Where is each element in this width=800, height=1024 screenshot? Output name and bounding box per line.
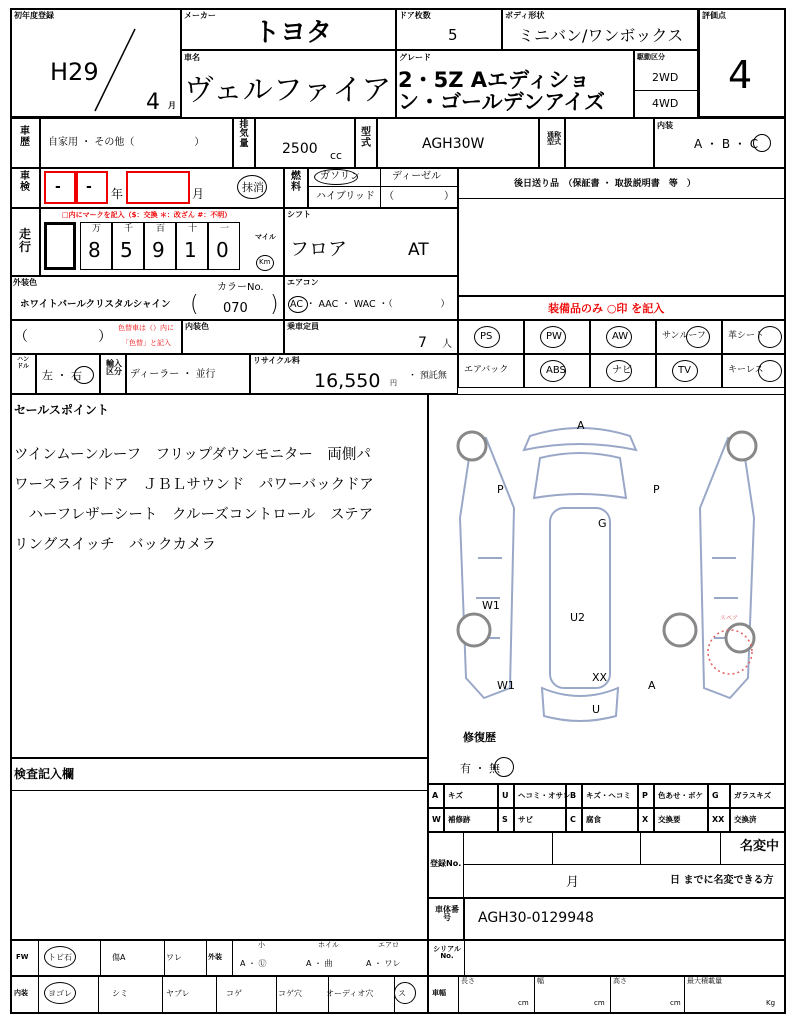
shift-label: シフト xyxy=(287,210,311,219)
legend-desc: キズ・ヘコミ xyxy=(586,791,631,800)
sales-line: ハーフレザーシート クルーズコントロール ステア xyxy=(14,507,374,523)
int-circle xyxy=(394,982,416,1004)
equip-header: 装備品のみ ○印 を記入 xyxy=(548,302,665,315)
fuel-gas-circle xyxy=(314,169,358,185)
car-diagram xyxy=(430,398,784,738)
equip-row2-item: エアバック xyxy=(464,365,509,375)
displacement-value: 2500 xyxy=(282,141,318,157)
aero-value: A ・ ワレ xyxy=(366,959,401,968)
equip-row2-item: TV xyxy=(678,365,691,376)
int-divider xyxy=(162,976,163,1014)
int-item: ヤブレ xyxy=(166,989,190,998)
common-type-value-cell xyxy=(565,118,654,168)
int-item: シミ xyxy=(112,989,128,998)
first-reg-era: H29 xyxy=(50,58,99,86)
aero-label: エアロ xyxy=(378,941,399,949)
legend-code: G xyxy=(712,791,719,800)
legend-code: W xyxy=(432,815,441,824)
equip-row1-item: AW xyxy=(612,331,629,342)
recycle-status: ・ 預託無 xyxy=(408,371,447,381)
fw-circle xyxy=(44,946,76,968)
grade-line1: 2・5Z Aエディショ xyxy=(398,68,590,92)
fuel-gas: ガソリン xyxy=(320,171,360,182)
equip-circle xyxy=(474,326,500,348)
length-unit: cm xyxy=(518,999,529,1007)
dims-cell xyxy=(428,976,786,1014)
width-label: 幅 xyxy=(537,977,544,985)
odo-digit: 1 xyxy=(184,238,197,262)
fw-item: ワレ xyxy=(166,953,182,962)
int-item: ス xyxy=(398,989,406,998)
displacement-label: 排気量 xyxy=(239,120,249,149)
type-label: 型式 xyxy=(361,127,371,149)
spare-label: スペア xyxy=(720,615,739,622)
shift-value: フロア xyxy=(290,238,348,260)
width-unit: cm xyxy=(594,999,605,1007)
diagram-mark: P xyxy=(497,483,504,496)
sales-label: セールスポイント xyxy=(14,403,109,417)
diagram-mark: A xyxy=(577,419,585,432)
fw-label: FW xyxy=(16,953,29,961)
aircon-value: AC ・ AAC ・ WAC ・（ ） xyxy=(290,299,450,310)
maker-value: トヨタ xyxy=(254,18,333,48)
equip-circle xyxy=(606,326,632,348)
sales-line: ツインムーンルーフ フリップダウンモニター 両側パ xyxy=(14,447,371,463)
height-unit: cm xyxy=(670,999,681,1007)
int-item: コゲ穴 xyxy=(278,989,302,998)
diagram-mark: A xyxy=(648,679,656,692)
inspector-cell xyxy=(10,758,428,940)
int-circle xyxy=(44,982,76,1004)
odo-place-label: 百 xyxy=(156,224,166,234)
type-value: AGH30W xyxy=(422,136,485,152)
wheel-label: ホイル xyxy=(318,941,339,949)
legend-code: U xyxy=(502,791,509,800)
odo-unit-km: Km xyxy=(259,258,271,266)
name-change-label: 名変中 xyxy=(740,839,780,854)
load-unit: Kg xyxy=(766,999,776,1007)
int-divider xyxy=(98,976,99,1014)
expired-label: 抹消 xyxy=(242,181,264,194)
aircon-ac-circle xyxy=(288,296,308,313)
int-label: 内装 xyxy=(14,989,28,997)
legend-desc: 交換済 xyxy=(734,815,757,824)
seating-unit: 人 xyxy=(442,339,452,350)
odo-digit: 9 xyxy=(152,238,165,262)
equip-row2-item: ABS xyxy=(546,365,566,376)
equip-circle xyxy=(672,360,698,382)
displacement-unit: cc xyxy=(330,149,343,162)
interior-c-circle xyxy=(753,134,771,152)
odo-digit: 5 xyxy=(120,238,133,262)
model-label: 車名 xyxy=(184,53,200,62)
int-divider xyxy=(216,976,217,1014)
import-label: 輸入区分 xyxy=(106,359,122,377)
grade-line2: ン・ゴールデンアイズ xyxy=(398,90,606,114)
grade-label: グレード xyxy=(399,53,431,62)
serial-cell xyxy=(428,940,786,976)
drive-label: 駆動区分 xyxy=(637,53,665,61)
chassis-value: AGH30-0129948 xyxy=(478,910,594,926)
inspection-year-box xyxy=(76,171,108,204)
int-item: コゲ xyxy=(226,989,242,998)
legend-desc: キズ xyxy=(448,791,463,800)
diagram-mark: W1 xyxy=(482,599,500,612)
color-no-value: 070 xyxy=(223,301,248,316)
sales-line: ワースライドドア ＪＢＬサウンド パワーバックドア xyxy=(14,477,374,493)
drive-4wd: 4WD xyxy=(652,97,679,110)
exterior-color-value: ホワイトパールクリスタルシャイン xyxy=(20,299,171,310)
diagram-mark: U xyxy=(592,703,601,716)
inspection-label: 車検 xyxy=(20,171,30,193)
history-label: 車歴 xyxy=(20,126,30,148)
fuel-diesel: ディーゼル xyxy=(392,171,441,182)
wheel-value: A ・ 曲 xyxy=(306,959,333,968)
fw-divider xyxy=(100,940,101,976)
repair-none-circle xyxy=(494,757,514,777)
legend-code: P xyxy=(642,791,648,800)
legend-desc: 補修跡 xyxy=(448,815,471,824)
legend-code: S xyxy=(502,815,508,824)
odo-unit-mile: マイル xyxy=(255,233,276,241)
equip-row1-item: 革シート xyxy=(728,331,765,341)
legend-desc: ヘコミ・オサレ xyxy=(518,791,571,800)
load-label: 最大積載量 xyxy=(687,977,722,985)
drive-2wd: 2WD xyxy=(652,71,679,84)
recycle-label: リサイクル料 xyxy=(253,356,300,365)
reg-label: 登録No. xyxy=(430,859,462,868)
odo-place-label: 千 xyxy=(124,224,134,234)
repair-label: 修復歴 xyxy=(463,731,496,744)
equip-circle xyxy=(686,326,710,348)
color-no-label: カラーNo. xyxy=(217,282,264,293)
equip-row1-item: PS xyxy=(480,331,493,342)
equip-circle xyxy=(606,360,632,382)
fuel-label: 燃料 xyxy=(291,171,301,193)
legend-desc: サビ xyxy=(518,815,533,824)
handle-right-circle xyxy=(74,366,94,384)
fuel-hybrid: ハイブリッド xyxy=(316,191,375,202)
diagram-mark: U2 xyxy=(570,611,586,624)
legend-code: A xyxy=(432,791,439,800)
first-reg-month-unit: 月 xyxy=(168,101,176,110)
color-red-note2: 「色替」と記入 xyxy=(122,339,171,347)
legend-code: X xyxy=(642,815,649,824)
legend-desc: ガラスキズ xyxy=(734,791,772,800)
first-reg-month: 4 xyxy=(146,90,160,115)
equip-circle xyxy=(540,326,566,348)
score-value: 4 xyxy=(728,53,753,97)
reg-month-unit: 月 xyxy=(566,875,580,890)
inspection-month-unit: 月 xyxy=(192,187,205,201)
int-item: ヨゴレ xyxy=(48,989,72,998)
reg-day-note: 日 までに名変できる方 xyxy=(670,875,774,886)
odo-digit: 8 xyxy=(88,238,101,262)
seating-label: 乗車定員 xyxy=(287,322,319,331)
inspector-label: 検査記入欄 xyxy=(14,767,75,781)
odo-lead-box xyxy=(44,222,76,270)
chassis-label: 車体番号 xyxy=(435,905,459,923)
diagram-mark: XX xyxy=(592,671,608,684)
body-label: ボディ形状 xyxy=(505,11,545,20)
odo-digit: 0 xyxy=(216,238,229,262)
model-value: ヴェルファイア xyxy=(184,73,392,108)
ext-label: 外装 xyxy=(208,953,222,961)
small-value: A ・ Ⓤ xyxy=(240,959,267,968)
color-red-note1: 色替車は（）内に xyxy=(118,324,174,332)
first-reg-slash xyxy=(90,25,140,115)
diagram-mark: W1 xyxy=(497,679,515,692)
dims-label: 車幅 xyxy=(432,989,446,997)
equip-row1-item: PW xyxy=(546,331,562,342)
aircon-label: エアコン xyxy=(287,278,319,287)
maker-label: メーカー xyxy=(184,11,216,20)
doors-value: 5 xyxy=(448,26,458,44)
seating-value: 7 xyxy=(418,335,427,351)
first-reg-label: 初年度登録 xyxy=(14,11,54,20)
repair-value: 有 ・ 無 xyxy=(460,762,500,775)
equip-circle xyxy=(758,360,782,382)
later-items-label: 後日送り品 （保証書 ・ 取扱説明書 等 ） xyxy=(514,179,696,189)
diagram-mark: P xyxy=(653,483,660,496)
registration-cell xyxy=(428,832,786,898)
serial-label: シリアルNo. xyxy=(433,945,461,961)
shift-type: AT xyxy=(408,240,429,260)
handle-label: ハンドル xyxy=(16,356,29,370)
odo-place-label: 十 xyxy=(188,224,198,234)
fw-divider xyxy=(164,940,165,976)
legend-code: B xyxy=(570,791,577,800)
common-type-label: 通称型式 xyxy=(547,131,561,147)
small-label: 小 xyxy=(258,941,265,949)
equip-row2-item: ナビ xyxy=(612,365,632,376)
legend-code: C xyxy=(570,815,576,824)
equip-circle xyxy=(758,326,782,348)
body-value: ミニバン/ワンボックス xyxy=(518,26,684,45)
interior-value: A ・ B ・ C xyxy=(694,137,759,151)
handle-value: 左 ・ 右 xyxy=(42,369,82,382)
legend-desc: 交換要 xyxy=(658,815,681,824)
fuel-other: （ ） xyxy=(384,191,454,202)
diagram-mark: G xyxy=(598,517,607,530)
equip-row1-item: サンルーフ xyxy=(662,331,706,341)
odo-label: 走行 xyxy=(18,227,31,254)
equip-row2-item: キーレス xyxy=(728,365,764,375)
odo-place-label: 一 xyxy=(220,224,230,234)
fw-item: 傷A xyxy=(112,953,126,962)
interior-label: 内装 xyxy=(657,121,673,130)
recycle-value: 16,550 xyxy=(314,370,381,392)
odo-place-label: 万 xyxy=(92,224,102,234)
int-divider xyxy=(276,976,277,1014)
fw-item: トビ石 xyxy=(48,953,72,962)
legend-desc: 腐食 xyxy=(586,815,601,824)
legend-code: XX xyxy=(712,815,725,824)
inspection-year-unit: 年 xyxy=(111,187,124,201)
equip-circle xyxy=(540,360,566,382)
inspection-month-box xyxy=(126,171,190,204)
interior-color-label: 内装色 xyxy=(185,322,209,331)
length-label: 長さ xyxy=(461,977,475,985)
history-value: 自家用 ・ その他（ ） xyxy=(48,137,205,148)
odo-note: □内にマークを記入（$：交換 ＊：改ざん #：不明） xyxy=(62,211,232,219)
legend-desc: 色あせ・ボケ xyxy=(658,791,703,800)
int-item: オーディオ穴 xyxy=(326,989,374,998)
height-label: 高さ xyxy=(613,977,627,985)
doors-label: ドア枚数 xyxy=(399,11,431,20)
import-value: ディーラー ・ 並行 xyxy=(130,369,216,380)
recycle-unit: 円 xyxy=(390,379,397,387)
score-label: 評価点 xyxy=(702,11,726,20)
color-paren: （ ） xyxy=(14,329,112,345)
sales-line: リングスイッチ バックカメラ xyxy=(14,537,216,553)
exterior-color-label: 外装色 xyxy=(13,278,37,287)
